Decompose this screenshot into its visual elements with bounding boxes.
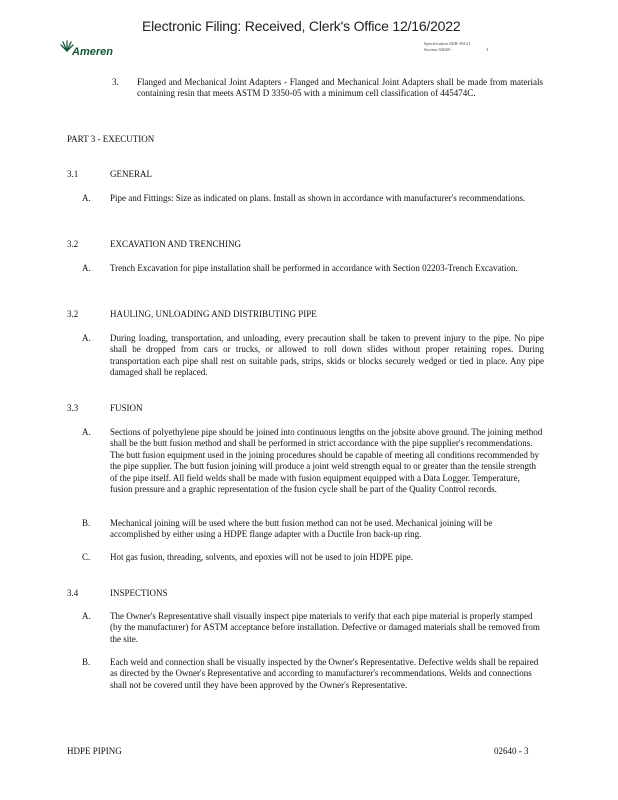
filing-stamp: Electronic Filing: Received, Clerk's Office 12/16/2022 [142,18,461,34]
logo-wordmark: Ameren [72,46,113,58]
section-title: GENERAL [110,169,152,179]
item-letter: A. [82,611,91,621]
item-letter: A. [82,263,91,273]
section-number: 3.4 [67,588,79,598]
intro-item-text: Flanged and Mechanical Joint Adapters - Flanged and Mechanical Joint Adapters shall be made from materials containing resin that meets ASTM D 3350-05 with a minimum cell classification of 445474C. [137,77,543,99]
intro-item-number: 3. [112,77,119,87]
item-letter: B. [82,657,91,667]
spec-reference [424,41,489,53]
part-title: PART 3 - EXECUTION [67,134,155,144]
item-text: Each weld and connection shall be visually inspected by the Owner's Representative. Defective welds shall be repaired as directed by the Owner's Representative and according to manufacturer's recommendations. Welds and connections shall not be covered until they have been approved by the Owner's Representative. [110,657,539,690]
section-title: HAULING, UNLOADING AND DISTRIBUTING PIPE [110,309,317,319]
footer-left: HDPE PIPING [67,746,122,756]
item-letter: A. [82,193,91,203]
ameren-logo [60,40,116,62]
item-letter: C. [82,552,91,562]
item-text: Sections of polyethylene pipe should be joined into continuous lengths on the jobsite above ground. The joining method shall be the butt fusion method and shall be performed in strict accordance with the pipe supplier's recommendations. The butt fusion equipment used in the joining procedures should be capable of meeting all conditions recommended by the pipe supplier. The butt fusion joining will produce a joint weld strength equal to or greater than the tensile strength of the pipe itself. All field welds shall be made with fusion equipment equipped with a Data Logger. Temperature, fusion pressure and a graphic representation of the fusion cycle shall be part of the Quality Control records. [110,427,543,495]
spec-page: 3 [486,47,489,52]
item-text: Mechanical joining will be used where the butt fusion method can not be used. Mechanical joining will be accomplished by either using a HDPE flange adapter with a Ductile Iron back-up ring. [110,518,493,540]
section-title: EXCAVATION AND TRENCHING [110,239,242,249]
item-letter: A. [82,427,91,437]
section-number: 3.2 [67,239,79,249]
item-text: During loading, transportation, and unloading, every precaution shall be taken to prevent injury to the pipe. No pipe shall be dropped from cars or trucks, or allowed to roll down slides without proper retaining ropes. During transportation each pipe shall rest on suitable pads, strips, skids or blocks securely wedged or tied in place. Any pipe damaged shall be replaced. [110,333,544,378]
section-number: 3.2 [67,309,79,319]
section-number: 3.3 [67,403,79,413]
item-letter: B. [82,518,91,528]
item-text: Hot gas fusion, threading, solvents, and epoxies will not be used to join HDPE pipe. [110,552,413,562]
section-title: INSPECTIONS [110,588,168,598]
footer-page-number: 02640 - 3 [494,746,529,756]
item-text: Pipe and Fittings: Size as indicated on plans. Install as shown in accordance with manufacturer's recommendations. [110,193,526,203]
section-number: 3.1 [67,169,79,179]
section-title: FUSION [110,403,143,413]
spec-section: Section 02640 - [424,47,453,52]
item-text: Trench Excavation for pipe installation shall be performed in accordance with Section 02203-Trench Excavation. [110,263,518,273]
item-letter: A. [82,333,91,343]
item-text: The Owner's Representative shall visually inspect pipe materials to verify that each pipe material is properly stamped (by the manufacturer) for ASTM acceptance before installation. Defective or damaged materials shall be removed from the site. [110,611,540,644]
spec-number: Specification AER-30121 [424,41,471,46]
